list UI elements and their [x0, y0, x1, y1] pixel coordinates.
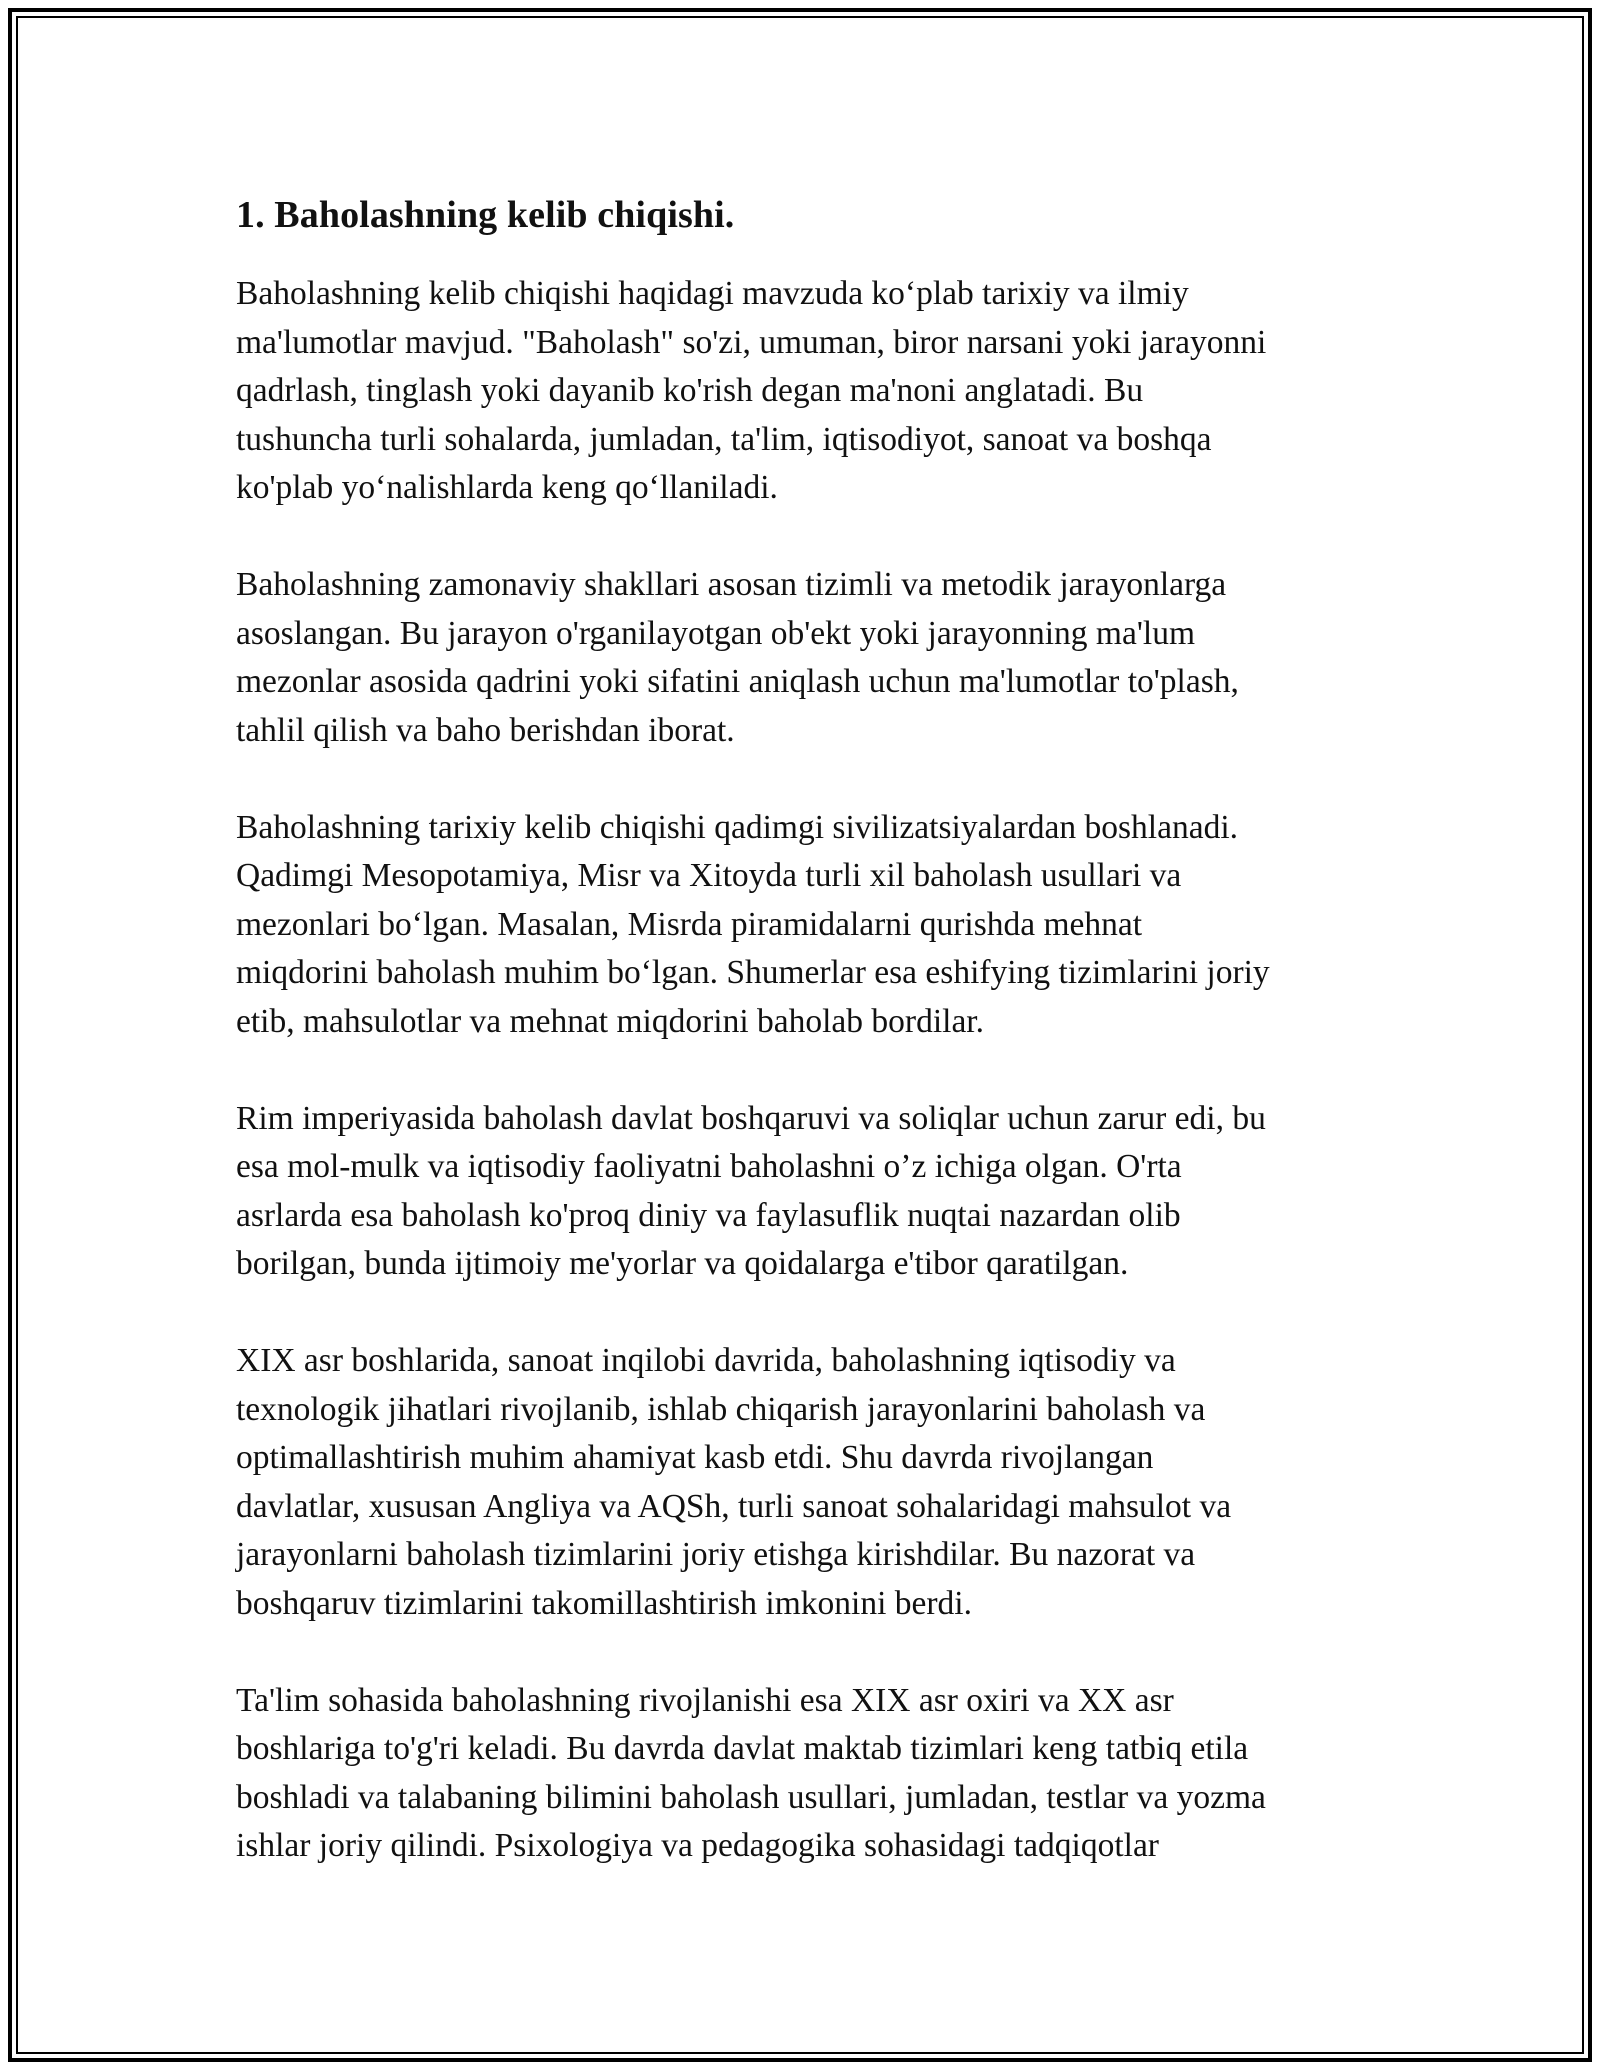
paragraph-line: boshladi va talabaning bilimini baholash usullari, jumladan, testlar va yozma [236, 1778, 1266, 1816]
paragraph-line: jarayonlarni baholash tizimlarini joriy etishga kirishdilar. Bu nazorat va [236, 1536, 1196, 1573]
paragraph-line: mezonlari bo‘lgan. Masalan, Misrda piramidalarni qurishda mehnat [236, 905, 1143, 943]
paragraph-line: asoslangan. Bu jarayon o'rganilayotgan ob'ekt yoki jarayonning ma'lum [236, 614, 1196, 652]
paragraph [236, 1677, 1396, 1871]
paragraph-line: qadrlash, tinglash yoki dayanib ko'rish degan ma'noni anglatadi. Bu [236, 372, 1144, 409]
paragraph-line: ko'plab yo‘nalishlarda keng qo‘llaniladi. [236, 469, 778, 506]
paragraph-line: Qadimgi Mesopotamiya, Misr va Xitoyda turli xil baholash usullari va [236, 857, 1182, 894]
paragraph-line: Baholashning kelib chiqishi haqidagi mavzuda ko‘plab tarixiy va ilmiy [236, 275, 1189, 312]
paragraph-line: esa mol-mulk va iqtisodiy faoliyatni baholashni o’z ichiga olgan. O'rta [236, 1148, 1182, 1185]
paragraph-line: boshqaruv tizimlarini takomillashtirish imkonini berdi. [236, 1584, 972, 1622]
section-heading: 1. Baholashning kelib chiqishi. [236, 194, 735, 236]
paragraph-line: tahlil qilish va baho berishdan iborat. [236, 711, 735, 749]
paragraph-line: Rim imperiyasida baholash davlat boshqaruvi va soliqlar uchun zarur edi, bu [236, 1099, 1266, 1137]
paragraph-line: ishlar joriy qilindi. Psixologiya va pedagogika sohasidagi tadqiqotlar [236, 1827, 1159, 1864]
paragraph [236, 1337, 1396, 1628]
paragraph [236, 561, 1396, 755]
paragraph-line: Baholashning tarixiy kelib chiqishi qadimgi sivilizatsiyalardan boshlanadi. [236, 808, 1239, 846]
paragraph-line: texnologik jihatlari rivojlanib, ishlab chiqarish jarayonlarini baholash va [236, 1390, 1206, 1428]
paragraph-line: optimallashtirish muhim ahamiyat kasb etdi. Shu davrda rivojlangan [236, 1439, 1154, 1476]
paragraph-line: miqdorini baholash muhim bo‘lgan. Shumerlar esa eshifying tizimlarini joriy [236, 954, 1270, 991]
paragraph-line: davlatlar, xususan Angliya va AQSh, turli sanoat sohalaridagi mahsulot va [236, 1487, 1232, 1525]
paragraph-line: etib, mahsulotlar va mehnat miqdorini baholab bordilar. [236, 1002, 984, 1040]
paragraph-line: ma'lumotlar mavjud. "Baholash" so'zi, umuman, biror narsani yoki jarayonni [236, 323, 1267, 361]
paragraph-line: Ta'lim sohasida baholashning rivojlanishi esa XIX asr oxiri va XX asr [236, 1681, 1174, 1719]
paragraph-line: tushuncha turli sohalarda, jumladan, ta'lim, iqtisodiyot, sanoat va boshqa [236, 420, 1212, 458]
paragraph-line: XIX asr boshlarida, sanoat inqilobi davrida, baholashning iqtisodiy va [236, 1342, 1176, 1379]
paragraph [236, 804, 1396, 1047]
paragraph-line: asrlarda esa baholash ko'proq diniy va faylasuflik nuqtai nazardan olib [236, 1196, 1181, 1234]
paragraph-line: Baholashning zamonaviy shakllari asosan tizimli va metodik jarayonlarga [236, 566, 1227, 603]
paragraph [236, 270, 1396, 513]
paragraph-line: boshlariga to'g'ri keladi. Bu davrda davlat maktab tizimlari keng tatbiq etila [236, 1730, 1249, 1767]
paragraph [236, 1095, 1396, 1289]
paragraph-line: mezonlar asosida qadrini yoki sifatini aniqlash uchun ma'lumotlar to'plash, [236, 663, 1239, 700]
paragraph-line: borilgan, bunda ijtimoiy me'yorlar va qoidalarga e'tibor qaratilgan. [236, 1245, 1129, 1282]
document-body [236, 186, 1396, 1919]
